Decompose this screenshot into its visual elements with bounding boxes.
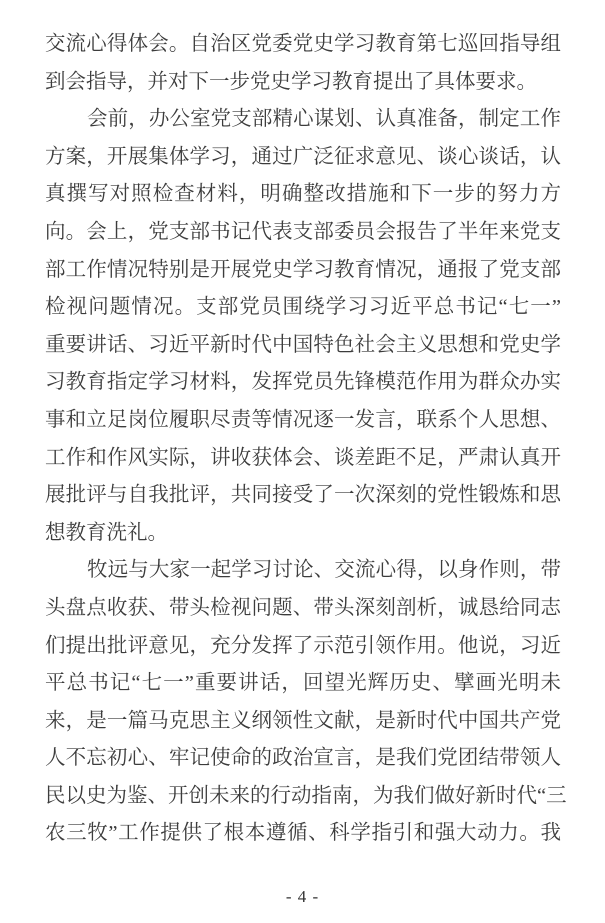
text-line: 习教育指定学习材料，发挥党员先锋模范作用为群众办实 <box>45 371 561 394</box>
text-line: 到会指导，并对下一步党史学习教育提出了具体要求。 <box>45 70 537 93</box>
text-line: 交流心得体会。自治区党委党史学习教育第七巡回指导组 <box>45 33 561 55</box>
text-line: 向。会上，党支部书记代表支部委员会报告了半年来党支 <box>45 220 561 243</box>
text-line: 想教育洗礼。 <box>45 521 168 544</box>
text-line: 民以史为鉴、开创未来的行动指南，为我们做好新时代“三 <box>45 784 567 807</box>
page-number: - 4 - <box>285 887 320 906</box>
text-line: 部工作情况特别是开展党史学习教育情况，通报了党支部 <box>45 258 561 281</box>
text-line: 牧远与大家一起学习讨论、交流心得，以身作则，带 <box>87 559 561 582</box>
text-line: 平总书记“七一”重要讲话，回望光辉历史、擘画光明未 <box>45 672 561 695</box>
text-line: 重要讲话、习近平新时代中国特色社会主义思想和党史学 <box>45 333 561 356</box>
text-line: 事和立足岗位履职尽责等情况逐一发言，联系个人思想、 <box>45 408 561 431</box>
text-line: 检视问题情况。支部党员围绕学习习近平总书记“七一” <box>45 296 561 319</box>
text-line: 工作和作风实际，讲收获体会、谈差距不足，严肃认真开 <box>45 446 561 469</box>
text-line: 真撰写对照检查材料，明确整改措施和下一步的努力方 <box>45 183 561 206</box>
text-line: 来，是一篇马克思主义纲领性文献，是新时代中国共产党 <box>45 709 561 732</box>
text-line: 展批评与自我批评，共同接受了一次深刻的党性锻炼和思 <box>45 484 561 507</box>
text-line: 会前，办公室党支部精心谋划、认真准备，制定工作 <box>87 108 561 131</box>
text-line: 人不忘初心、牢记使命的政治宣言，是我们党团结带领人 <box>45 747 561 770</box>
text-line: 农三牧”工作提供了根本遵循、科学指引和强大动力。我 <box>45 822 561 845</box>
text-line: 们提出批评意见，充分发挥了示范引领作用。他说，习近 <box>45 634 561 657</box>
text-line: 头盘点收获、带头检视问题、带头深刻剖析，诚恳给同志 <box>45 596 561 619</box>
document-body <box>45 26 567 853</box>
text-line: 方案，开展集体学习，通过广泛征求意见、谈心谈话，认 <box>45 145 561 168</box>
